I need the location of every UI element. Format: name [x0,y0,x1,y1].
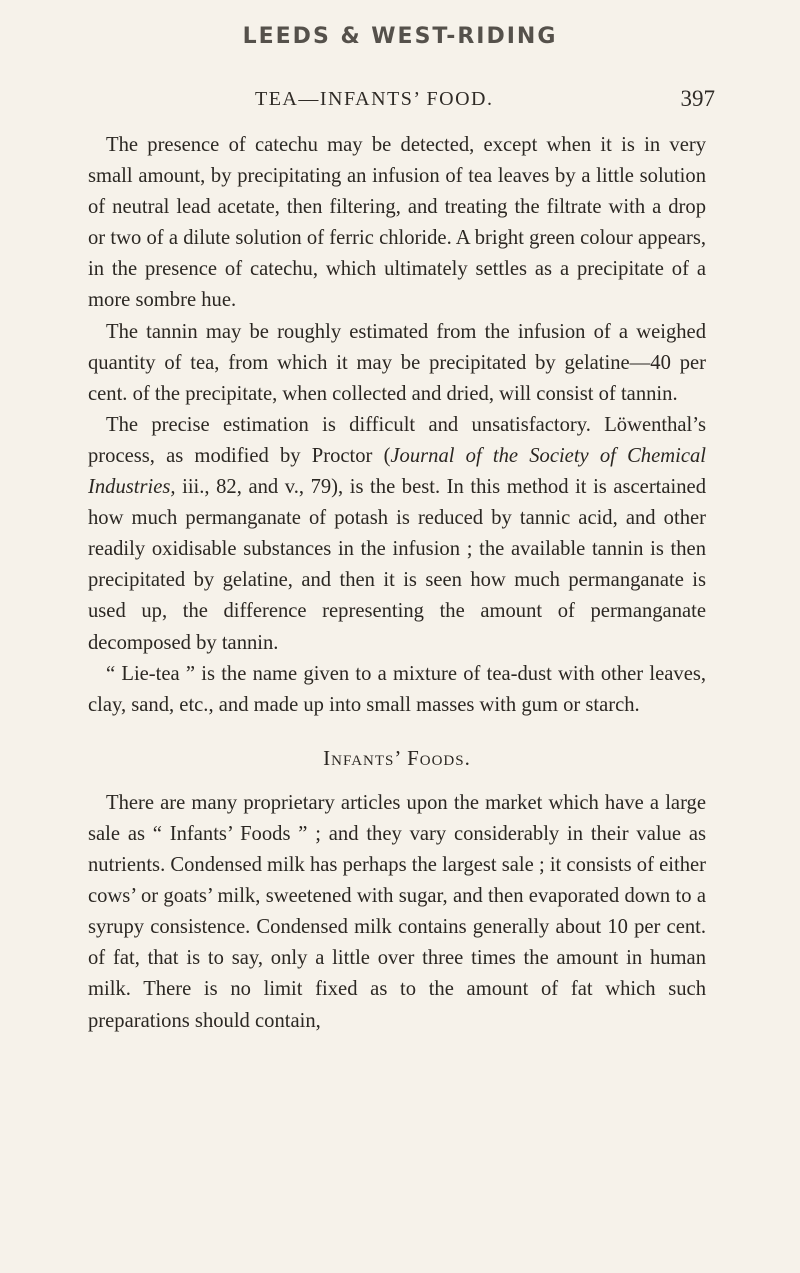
page-number: 397 [680,86,715,111]
paragraph-lowenthal-text-a: The precise estimation is difficult and unsatisfactory. Löwenthal’s process, as modified by Proctor ( [88,413,706,467]
running-head: TEA—INFANTS’ FOOD. [255,88,494,110]
paragraph-infants-foods: There are many proprietary articles upon the market which have a large sale as “ Infants’ Foods ” ; and they vary considerably in their value as nutrients. Condensed milk has perhaps the largest sale ; it consists of either cows’ or goats’ milk, sweetened with sugar, and then evaporated down to a syrupy consistence. Condensed milk contains generally about 10 per cent. of fat, that is to say, only a little over three times the amount in human milk. There is no limit fixed as to the amount of fat which such preparations should contain, [88,791,706,1032]
journal-citation: Journal of the Society of Chemical Industries, [88,444,706,499]
library-stamp: LEEDS & WEST-RIDING [242,24,558,49]
paragraph-catechu: The presence of catechu may be detected, except when it is in very small amount, by precipitating an infusion of tea leaves by a little solution of neutral lead acetate, then filtering, and treating the filtrate with a drop or two of a dilute solution of ferric chloride. A bright green colour appears, in the presence of catechu, which ultimately settles as a precipitate of a more sombre hue. [88,134,706,312]
paragraph-lowenthal-process [88,410,706,659]
paragraph-lie-tea: “ Lie-tea ” is the name given to a mixture of tea-dust with other leaves, clay, sand, etc., and made up into small masses with gum or starch. [88,662,706,716]
paragraph-lowenthal-text-b: iii., 82, and v., 79), is the best. In this method it is ascertained how much permanganate of potash is reduced by tannic acid, and other readily oxidisable substances in the infusion ; the available tannin is then precipitated by gelatine, and then it is seen how much permanganate is used up, the difference representing the amount of permanganate decomposed by tannin. [88,476,706,654]
section-heading-infants-foods: Infants’ Foods. [323,745,471,770]
page-header [255,88,715,118]
paragraph-tannin-estimate: The tannin may be roughly estimated from the infusion of a weighed quantity of tea, from which it may be precipitated by gelatine—40 per cent. of the precipitate, when collected and dried, will consist of tannin. [88,320,706,405]
page-body [88,130,706,1037]
